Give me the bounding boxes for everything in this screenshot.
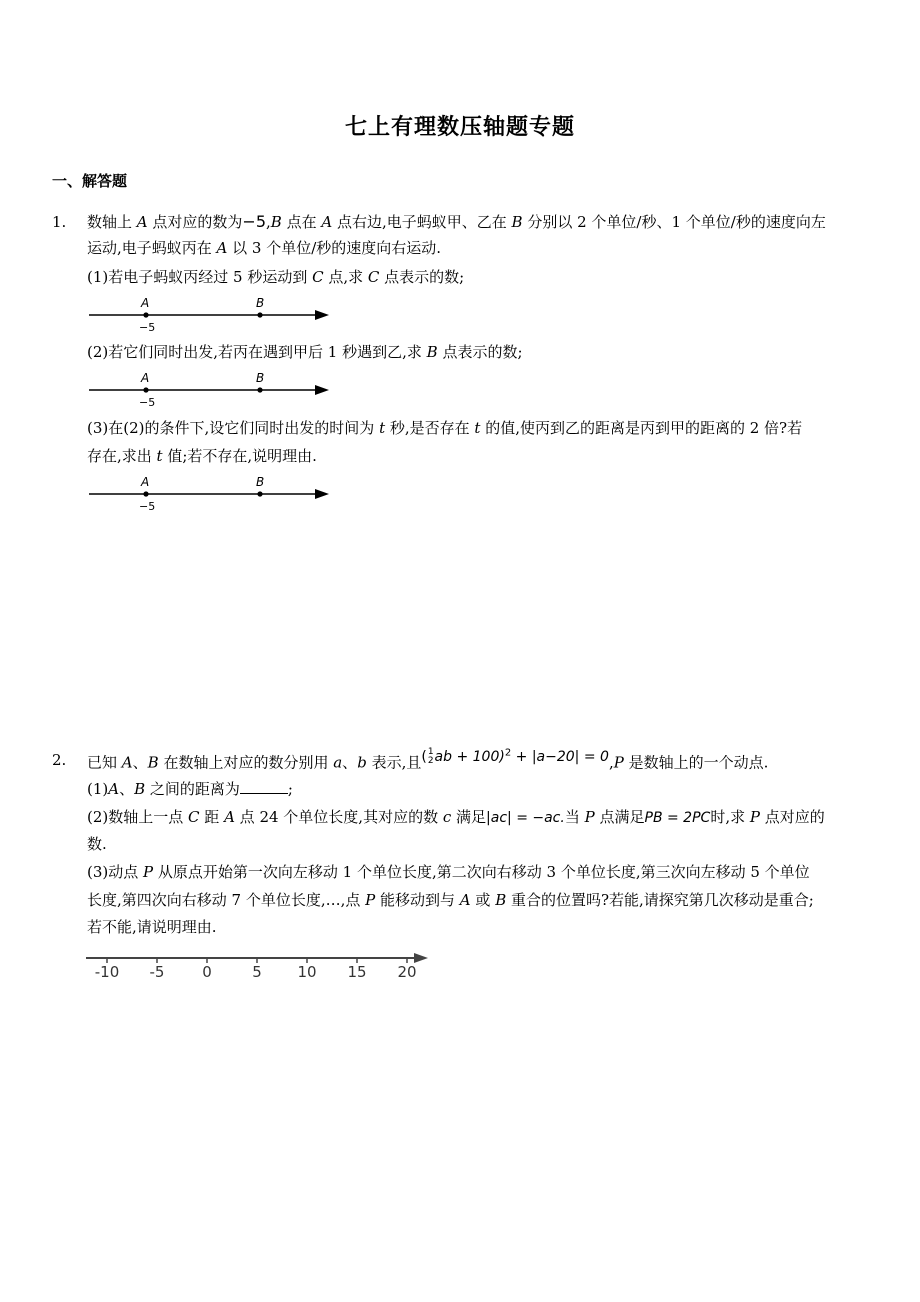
arrow-head-icon xyxy=(315,489,329,499)
axis-tick-label: 0 xyxy=(202,963,212,981)
question-2-number: 2. xyxy=(52,751,67,769)
question-2-line-1: 已知 A、B 在数轴上对应的数分别用 a、b 表示,且( 1 2 ab + 100)$^2$ + |a−20| = 0,P 是数轴上的一个动点. xyxy=(87,746,769,772)
value-a: −5 xyxy=(139,500,156,513)
question-2-part-3-line-3: 若不能,请说明理由. xyxy=(87,918,217,936)
question-1-part-2: (2)若它们同时出发,若丙在遇到甲后 1 秒遇到乙,求 B 点表示的数; xyxy=(87,343,523,361)
question-2-part-2-line-1: (2)数轴上一点 C 距 A 点 24 个单位长度,其对应的数 c 满足|ac| = −ac.当 P 点满足PB = 2PC时,求 P 点对应的 xyxy=(87,808,825,826)
equation-1: ( 1 2 ab + 100)$^2$ + |a−20| = 0 xyxy=(421,746,609,766)
number-line-4 xyxy=(82,950,432,984)
axis-tick-label: 10 xyxy=(297,963,317,981)
question-1-line-1: 数轴上 A 点对应的数为−5,B 点在 A 点右边,电子蚂蚁甲、乙在 B 分别以 2 个单位/秒、1 个单位/秒的速度向左 xyxy=(87,212,826,231)
axis-tick-label: 5 xyxy=(252,963,262,981)
label-b: B xyxy=(256,296,265,310)
number-line-1 xyxy=(85,292,335,334)
question-2-part-3-line-2: 长度,第四次向右移动 7 个单位长度,…,点 P 能移动到与 A 或 B 重合的位置吗?若能,请探究第几次移动是重合; xyxy=(87,891,814,909)
point-a xyxy=(143,387,148,392)
point-a xyxy=(143,491,148,496)
question-2-part-3-line-1: (3)动点 P 从原点开始第一次向左移动 1 个单位长度,第二次向右移动 3 个单位长度,第三次向左移动 5 个单位 xyxy=(87,863,810,881)
question-2-part-2-line-2: 数. xyxy=(87,835,107,853)
question-1-part-3-line-2: 存在,求出 t 值;若不存在,说明理由. xyxy=(87,447,317,465)
point-b xyxy=(257,387,262,392)
arrow-head-icon xyxy=(315,310,329,320)
arrow-head-icon xyxy=(315,385,329,395)
axis-tick-label: 15 xyxy=(347,963,367,981)
label-b: B xyxy=(256,371,265,385)
label-a: A xyxy=(141,371,150,385)
section-heading: 一、解答题 xyxy=(52,172,128,190)
question-1-number: 1. xyxy=(52,213,67,231)
value-a: −5 xyxy=(139,321,156,334)
axis-tick-label: -5 xyxy=(149,963,165,981)
point-b xyxy=(257,312,262,317)
question-1-part-3-line-1: (3)在(2)的条件下,设它们同时出发的时间为 t 秒,是否存在 t 的值,使丙到乙的距离是丙到甲的距离的 2 倍?若 xyxy=(87,419,803,437)
question-1-part-1: (1)若电子蚂蚁丙经过 5 秒运动到 C 点,求 C 点表示的数; xyxy=(87,268,465,286)
answer-blank[interactable] xyxy=(240,779,288,794)
arrow-head-icon xyxy=(414,953,428,963)
number-line-3 xyxy=(85,471,335,513)
label-a: A xyxy=(141,296,150,310)
value-a: −5 xyxy=(139,396,156,409)
page-title: 七上有理数压轴题专题 xyxy=(344,115,575,140)
point-a xyxy=(143,312,148,317)
question-1-line-2: 运动,电子蚂蚁丙在 A 以 3 个单位/秒的速度向右运动. xyxy=(87,239,442,257)
label-a: A xyxy=(141,475,150,489)
question-2-part-1: (1)A、B 之间的距离为 ; xyxy=(87,780,293,798)
axis-tick-label: 20 xyxy=(397,963,417,981)
point-b xyxy=(257,491,262,496)
axis-tick-label: -10 xyxy=(94,963,120,981)
number-line-2 xyxy=(85,367,335,409)
label-b: B xyxy=(256,475,265,489)
